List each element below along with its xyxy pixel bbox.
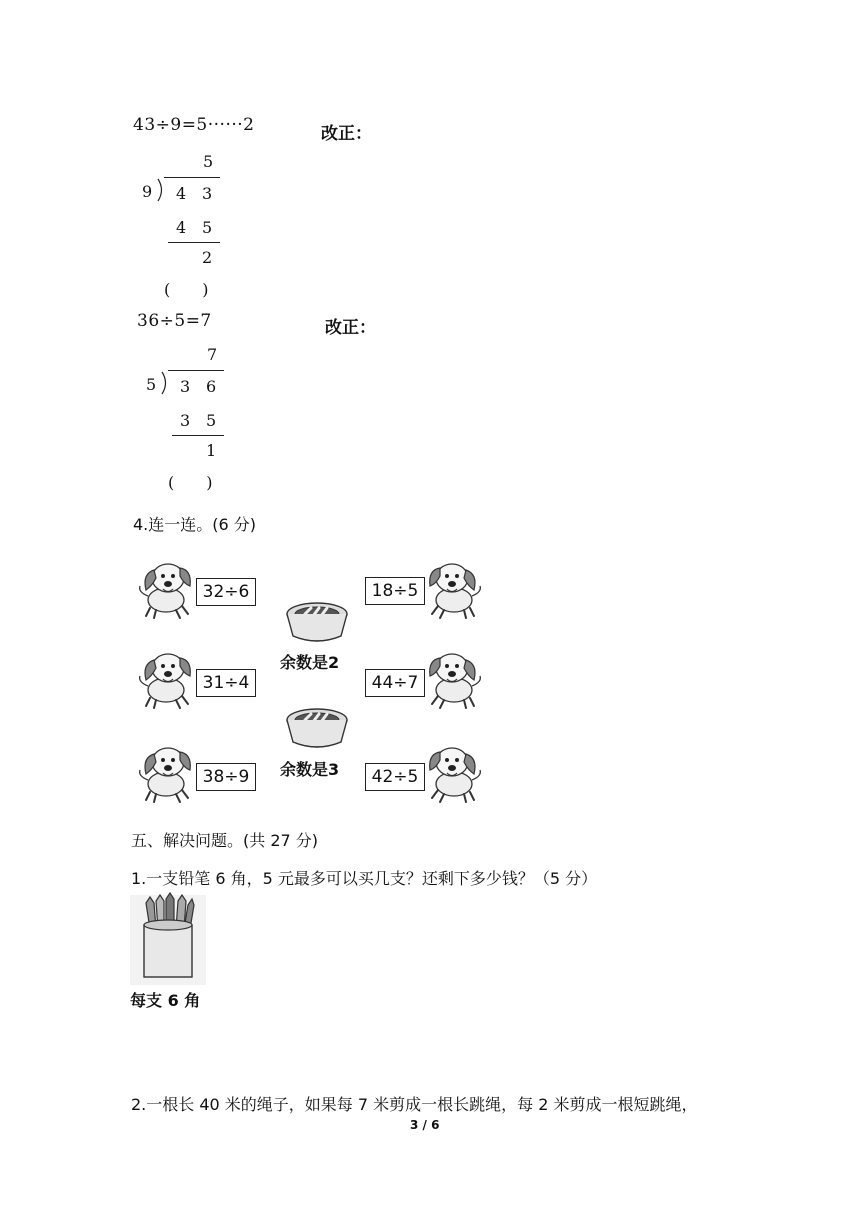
expression-left-1[interactable]: 32÷6 xyxy=(196,578,256,606)
divisor: 5 xyxy=(146,375,157,394)
dividend-digit: 3 xyxy=(180,377,191,396)
equation-b: 36÷5=7 xyxy=(137,311,212,331)
dividend-digit: 4 xyxy=(176,184,187,203)
dog-bowl-icon xyxy=(283,706,351,752)
product-digit: 5 xyxy=(206,411,217,430)
division-bar xyxy=(164,177,220,178)
division-bracket xyxy=(160,371,170,395)
product-digit: 5 xyxy=(202,218,213,237)
dividend-digit: 3 xyxy=(202,184,213,203)
pencil-cup-icon xyxy=(130,895,206,985)
dog-icon xyxy=(422,556,484,620)
subtraction-line xyxy=(168,242,220,243)
remainder: 1 xyxy=(206,441,217,460)
division-bracket xyxy=(156,178,166,202)
dog-icon xyxy=(136,740,198,804)
remainder: 2 xyxy=(202,248,213,267)
answer-parens-b[interactable]: ( ) xyxy=(168,473,213,492)
divisor: 9 xyxy=(142,182,153,201)
dog-icon xyxy=(422,740,484,804)
bowl-label-2[interactable]: 余数是3 xyxy=(280,760,340,779)
subtraction-line xyxy=(172,435,224,436)
page-number: 3 / 6 xyxy=(410,1118,440,1132)
question-5-1: 1.一支铅笔 6 角，5 元最多可以买几支？还剩下多少钱？（5 分） xyxy=(131,869,598,888)
product-digit: 3 xyxy=(180,411,191,430)
long-division-b xyxy=(144,343,234,473)
expression-right-2[interactable]: 44÷7 xyxy=(365,669,425,697)
dog-icon xyxy=(136,556,198,620)
question-4-title: 4.连一连。(6 分) xyxy=(133,515,257,534)
dividend-digit: 6 xyxy=(206,377,217,396)
long-division-a xyxy=(140,150,230,280)
expression-left-3[interactable]: 38÷9 xyxy=(196,763,256,791)
quotient: 5 xyxy=(203,152,214,171)
bowl-label-1[interactable]: 余数是2 xyxy=(280,653,340,672)
expression-left-2[interactable]: 31÷4 xyxy=(196,669,256,697)
question-5-2: 2.一根长 40 米的绳子，如果每 7 米剪成一根长跳绳，每 2 米剪成一根短跳绳， xyxy=(131,1095,698,1114)
quotient: 7 xyxy=(207,345,218,364)
section-5-title: 五、解决问题。(共 27 分) xyxy=(131,831,319,850)
pencil-price-caption: 每支 6 角 xyxy=(130,991,201,1010)
equation-a: 43÷9=5······2 xyxy=(133,115,255,135)
division-bar xyxy=(168,370,224,371)
dog-icon xyxy=(136,646,198,710)
product-digit: 4 xyxy=(176,218,187,237)
expression-right-1[interactable]: 18÷5 xyxy=(365,577,425,605)
expression-right-3[interactable]: 42÷5 xyxy=(365,763,425,791)
fix-label-b: 改正： xyxy=(325,318,376,338)
fix-label-a: 改正： xyxy=(321,124,372,144)
answer-parens-a[interactable]: ( ) xyxy=(164,280,209,299)
dog-bowl-icon xyxy=(283,600,351,646)
dog-icon xyxy=(422,646,484,710)
